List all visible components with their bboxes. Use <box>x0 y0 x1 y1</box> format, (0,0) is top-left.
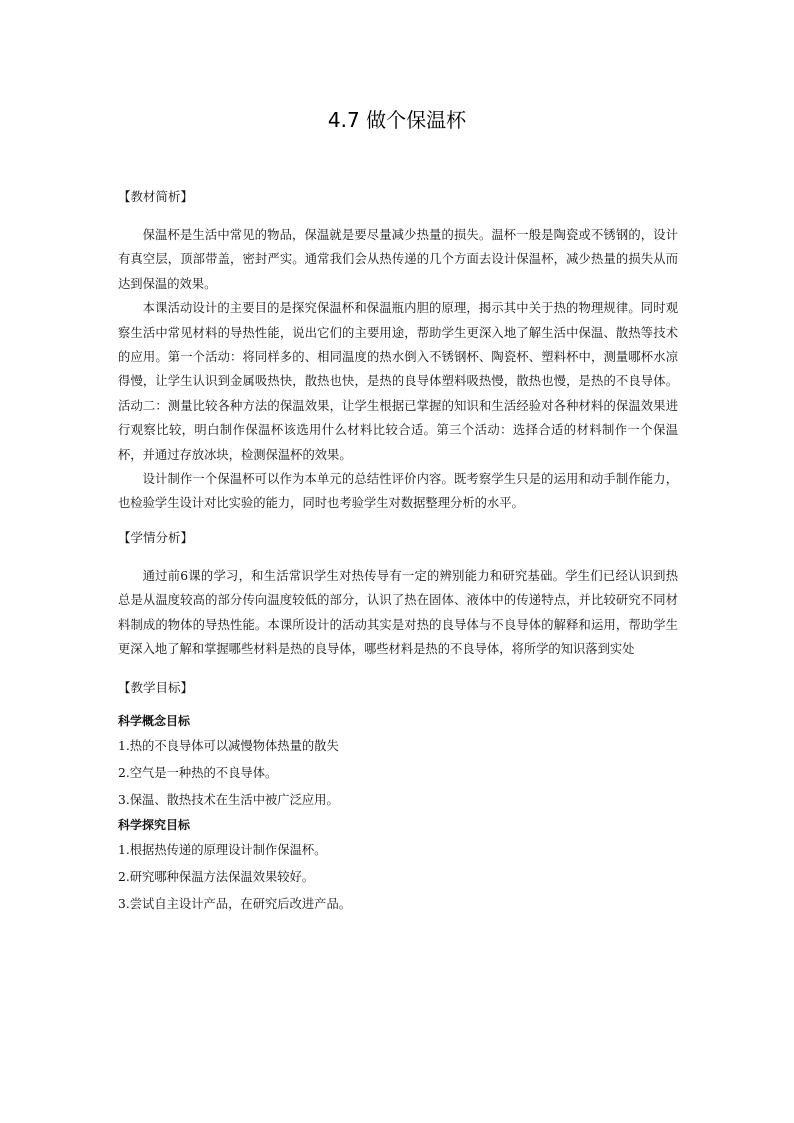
subheading-concept-goals: 科学概念目标 <box>118 713 191 728</box>
list-item: 2.研究哪种保温方法保温效果较好。 <box>118 869 315 884</box>
section-heading: 【学情分析】 <box>118 529 194 545</box>
section-textbook-analysis <box>118 185 678 516</box>
list-item: 1.根据热传递的原理设计制作保温杯。 <box>118 842 327 857</box>
subheading-inquiry-goals: 科学探究目标 <box>118 817 191 832</box>
document-title: 4.7 做个保温杯 <box>327 108 467 132</box>
section-teaching-objectives <box>118 676 678 918</box>
paragraph: 本课活动设计的主要目的是探究保温杯和保温瓶内胆的原理，揭示其中关于热的物理规律。同时观察生活中常见材料的导热性能，说出它们的主要用途，帮助学生更深入地了解生活中保温、散热等技术的应用。第一个活动：将同样多的、相同温度的热水倒入不锈钢杯、陶瓷杯、塑料杯中，测量哪杯水凉得慢，让学生认识到金属吸热快，散热也快，是热的良导体塑料吸热慢，散热也慢，是热的不良导体。活动二：测量比较各种方法的保温效果，让学生根据已掌握的知识和生活经验对各种材料的保温效果进行观察比较，明白制作保温杯该选用什么材料比较合适。第三个活动：选择合适的材料制作一个保温杯，并通过存放冰块，检测保温杯的效果。 <box>118 301 678 462</box>
paragraph: 保温杯是生活中常见的物品，保温就是要尽量减少热量的损失。温杯一般是陶瓷或不锈钢的，设计有真空层，顶部带盖，密封严实。通常我们会从热传递的几个方面去设计保温杯，减少热量的损失从而达到保温的效果。 <box>118 228 678 291</box>
list-item: 3.尝试自主设计产品，在研究后改进产品。 <box>118 896 352 911</box>
document-body <box>118 185 678 918</box>
list-item: 1.热的不良导体可以减慢物体热量的散失 <box>118 738 339 753</box>
section-learner-analysis <box>118 526 678 662</box>
paragraph: 设计制作一个保温杯可以作为本单元的总结性评价内容。既考察学生只是的运用和动手制作能力，也检验学生设计对比实验的能力，同时也考验学生对数据整理分析的水平。 <box>118 472 678 511</box>
section-heading: 【教学目标】 <box>118 679 194 695</box>
list-item: 2.空气是一种热的不良导体。 <box>118 765 278 780</box>
paragraph: 通过前6课的学习，和生活常识学生对热传导有一定的辨别能力和研究基础。学生们已经认识到热总是从温度较高的部分传向温度较低的部分，认识了热在固体、液体中的传递特点，并比较研究不同材料制成的物体的导热性能。本课所设计的活动其实是对热的良导体与不良导体的解释和运用，帮助学生更深入地了解和掌握哪些材料是热的良导体，哪些材料是热的不良导体，将所学的知识落到实处 <box>118 568 678 657</box>
list-item: 3.保温、散热技术在生活中被广泛应用。 <box>118 792 339 807</box>
section-heading: 【教材简析】 <box>118 189 194 204</box>
